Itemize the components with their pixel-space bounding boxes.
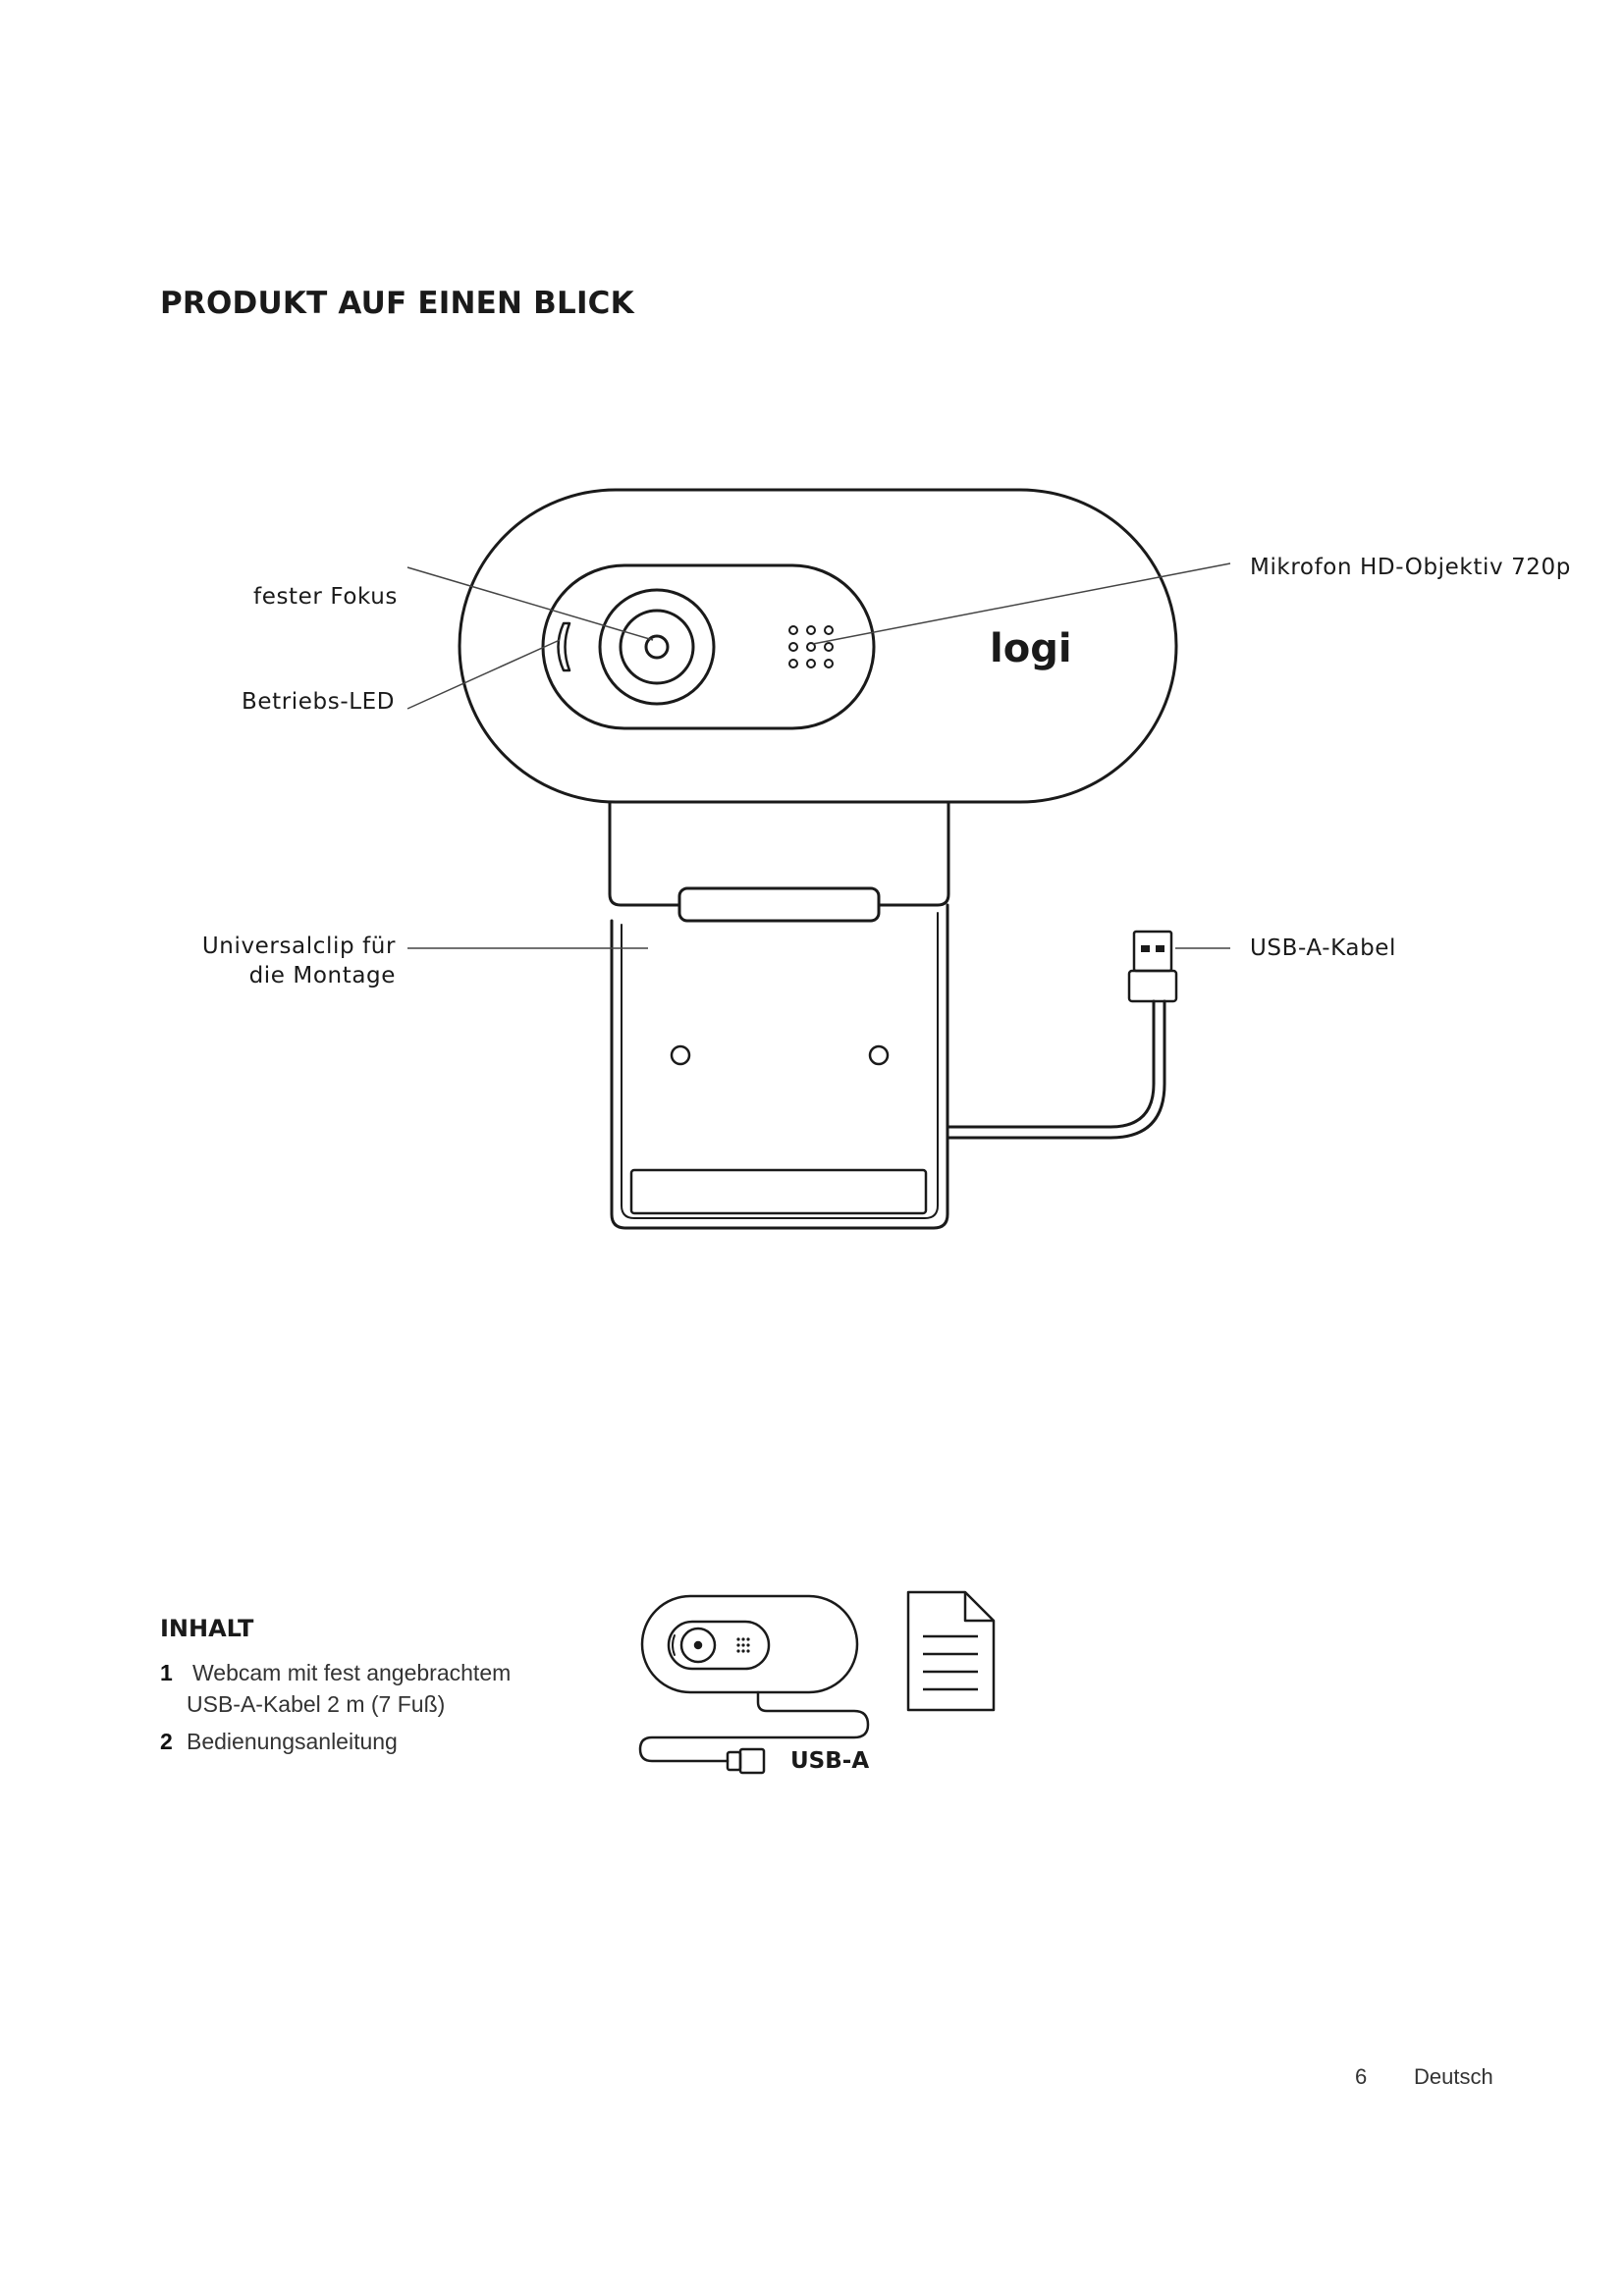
usb-plug-body — [1129, 971, 1176, 1001]
item-number: 1 — [160, 1660, 173, 1685]
lens-inner-ring — [621, 611, 693, 683]
mic-grille — [789, 626, 833, 667]
clip-foot — [631, 1170, 926, 1213]
usb-a-label: USB-A — [790, 1748, 870, 1774]
logi-logo: logi — [990, 626, 1072, 671]
contents-list — [160, 1657, 612, 1763]
label-fixed-focus: fester Fokus — [253, 584, 399, 610]
page-number: 6 — [1355, 2064, 1368, 2089]
item-text-line2: USB-A-Kabel 2 m (7 Fuß) — [187, 1691, 446, 1717]
contents-title: INHALT — [160, 1615, 254, 1642]
label-usb-cable: USB-A-Kabel — [1250, 935, 1397, 961]
power-led — [559, 623, 570, 670]
section-title: PRODUKT AUF EINEN BLICK — [160, 286, 634, 321]
small-webcam-panel — [669, 1622, 769, 1669]
item-text-line1: Webcam mit fest angebrachtem — [192, 1660, 512, 1685]
screw-hole-left — [672, 1046, 689, 1064]
label-power-led: Betriebs-LED — [242, 689, 396, 715]
leader-fixed-focus — [407, 567, 653, 640]
label-mic-lens: Mikrofon HD-Objektiv 720p — [1250, 555, 1571, 580]
footer-language: Deutsch — [1414, 2064, 1493, 2089]
usb-cable — [947, 1001, 1154, 1127]
label-universal-clip — [187, 932, 396, 990]
lens-outer-ring — [600, 590, 714, 704]
label-universal-clip-line2: die Montage — [248, 963, 396, 988]
label-universal-clip-line1: Universalclip für — [201, 934, 396, 959]
leader-power-led — [407, 640, 560, 709]
clip-handle — [679, 888, 879, 921]
screw-hole-right — [870, 1046, 888, 1064]
item-text-line1: Bedienungsanleitung — [187, 1729, 398, 1754]
list-item — [160, 1657, 612, 1720]
small-webcam-body — [642, 1596, 857, 1692]
usb-plug-head — [1134, 932, 1171, 971]
item-number: 2 — [160, 1729, 173, 1754]
list-item — [160, 1726, 612, 1757]
clip-plate — [612, 905, 947, 1228]
manual-document-icon — [908, 1592, 994, 1710]
